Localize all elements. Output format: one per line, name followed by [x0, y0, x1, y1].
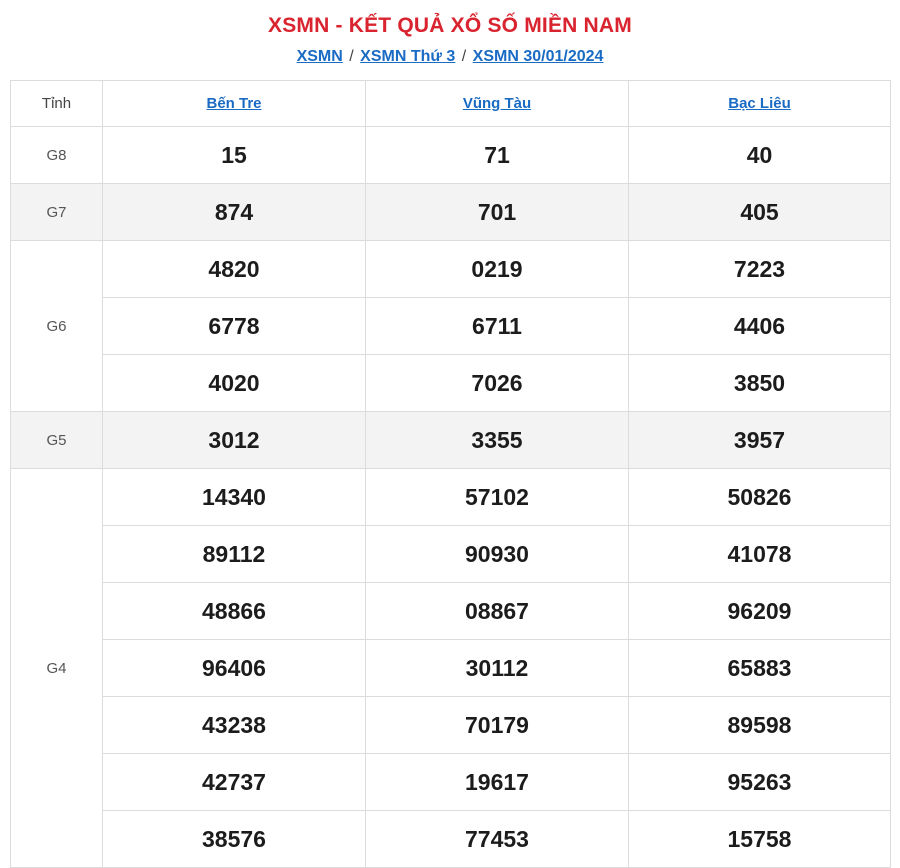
prize-number: 71: [366, 127, 629, 184]
prize-number: 4820: [103, 241, 366, 298]
breadcrumb-link-xsmn-date[interactable]: XSMN 30/01/2024: [472, 48, 604, 65]
table-row: [11, 697, 891, 754]
results-table: [10, 80, 891, 868]
table-row: [11, 526, 891, 583]
prize-number: 405: [629, 184, 891, 241]
prize-label-g7: G7: [11, 184, 103, 241]
prize-number: 08867: [366, 583, 629, 640]
column-header-province: Tỉnh: [11, 81, 103, 127]
province-link-ben-tre[interactable]: Bến Tre: [206, 95, 262, 112]
table-header-row: [11, 81, 891, 127]
prize-number: 7223: [629, 241, 891, 298]
table-row: [11, 640, 891, 697]
prize-number: 42737: [103, 754, 366, 811]
prize-number: 19617: [366, 754, 629, 811]
table-row: [11, 127, 891, 184]
prize-number: 90930: [366, 526, 629, 583]
prize-number: 96406: [103, 640, 366, 697]
column-header-ben-tre: [103, 81, 366, 127]
prize-number: 3850: [629, 355, 891, 412]
prize-label-g8: G8: [11, 127, 103, 184]
prize-number: 0219: [366, 241, 629, 298]
prize-number: 57102: [366, 469, 629, 526]
prize-label-g6: G6: [11, 241, 103, 412]
breadcrumb: [10, 48, 890, 80]
column-header-bac-lieu: [629, 81, 891, 127]
province-link-bac-lieu[interactable]: Bạc Liêu: [728, 95, 791, 112]
prize-number: 701: [366, 184, 629, 241]
breadcrumb-link-xsmn[interactable]: XSMN: [296, 48, 343, 65]
prize-number: 874: [103, 184, 366, 241]
prize-number: 6711: [366, 298, 629, 355]
prize-number: 89112: [103, 526, 366, 583]
column-header-vung-tau: [366, 81, 629, 127]
table-row: [11, 412, 891, 469]
breadcrumb-separator-1: /: [349, 48, 354, 65]
breadcrumb-separator-2: /: [461, 48, 467, 65]
prize-number: 48866: [103, 583, 366, 640]
prize-label-g5: G5: [11, 412, 103, 469]
prize-number: 3957: [629, 412, 891, 469]
prize-number: 15758: [629, 811, 891, 868]
table-row: [11, 811, 891, 868]
prize-number: 14340: [103, 469, 366, 526]
prize-number: 4406: [629, 298, 891, 355]
prize-number: 70179: [366, 697, 629, 754]
prize-number: 41078: [629, 526, 891, 583]
prize-number: 15: [103, 127, 366, 184]
prize-number: 89598: [629, 697, 891, 754]
prize-number: 65883: [629, 640, 891, 697]
prize-number: 6778: [103, 298, 366, 355]
prize-number: 7026: [366, 355, 629, 412]
table-row: [11, 298, 891, 355]
prize-number: 38576: [103, 811, 366, 868]
table-body: [11, 127, 891, 868]
table-row: [11, 754, 891, 811]
prize-number: 96209: [629, 583, 891, 640]
prize-number: 50826: [629, 469, 891, 526]
prize-number: 30112: [366, 640, 629, 697]
page-title: XSMN - KẾT QUẢ XỔ SỐ MIỀN NAM: [268, 14, 632, 37]
prize-number: 40: [629, 127, 891, 184]
table-row: [11, 241, 891, 298]
prize-number: 43238: [103, 697, 366, 754]
table-row: [11, 583, 891, 640]
table-row: [11, 355, 891, 412]
breadcrumb-link-xsmn-thu-3[interactable]: XSMN Thứ 3: [360, 48, 456, 65]
prize-number: 95263: [629, 754, 891, 811]
province-link-vung-tau[interactable]: Vũng Tàu: [462, 95, 532, 112]
prize-number: 4020: [103, 355, 366, 412]
prize-number: 3355: [366, 412, 629, 469]
table-row: [11, 184, 891, 241]
table-row: [11, 469, 891, 526]
prize-number: 77453: [366, 811, 629, 868]
prize-label-g4: G4: [11, 469, 103, 868]
prize-number: 3012: [103, 412, 366, 469]
